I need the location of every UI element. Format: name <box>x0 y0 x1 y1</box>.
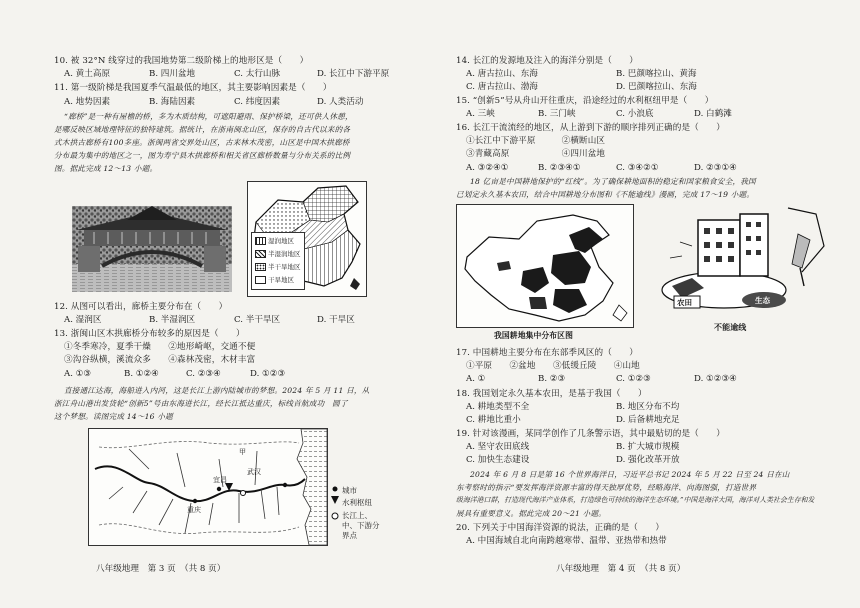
q13-statements: ①冬季寒冷，夏季干燥 ②地形崎岖，交通不便 <box>64 342 256 352</box>
q19-option-d[interactable]: D. 强化改革开放 <box>616 455 680 465</box>
q11-option-c[interactable]: C. 纬度因素 <box>234 97 281 107</box>
q13-option-b[interactable]: B. ①②④ <box>124 369 159 379</box>
legend-label: 干旱地区 <box>268 276 294 284</box>
q16-stem: 16. 长江干流流经的地区，从上游到下游的顺序排列正确的是（ ） <box>456 123 725 133</box>
q17-statements: ①平原 ②盆地 ③低缓丘陵 ④山地 <box>466 361 640 371</box>
q13-stem: 13. 浙闽山区木拱廊桥分布较多的原因是（ ） <box>54 329 245 339</box>
q13-option-a[interactable]: A. ①③ <box>64 369 92 379</box>
legend-label: 长江上、中、下游分界点 <box>342 511 380 540</box>
cartoon-tag-ecology: 生态 <box>755 296 770 305</box>
q20-stem: 20. 下列关于中国海洋资源的说法，正确的是（ ） <box>456 523 665 533</box>
legend-swatch <box>255 263 266 271</box>
q12-option-d[interactable]: D. 干旱区 <box>317 315 355 325</box>
passage1-line: 是哪反映区域地理特征的独特建筑。据统计，在浙南闽北山区，保存的自古代以来的各 <box>54 125 351 134</box>
passage1-line: 式木拱古廊桥有100多座。浙闽两省交界处山区，古来林木茂密，山区是中国木拱廊桥 <box>54 138 350 147</box>
passage4-line: 级海洋港口群，打造现代海洋产业体系，打造绿色可持续的海洋生态环境。”中国是海洋大国，海洋对人类社会生存和发 <box>456 496 815 504</box>
page-footer: 八年级地理 第 4 页 （共 8 页） <box>556 564 686 574</box>
cartoon-caption: 不能逾线 <box>714 322 747 332</box>
passage3-line: 已划定永久基本农田，结合中国耕地分布图和《不能逾线》漫画，完成 17～19 小题。 <box>456 190 755 199</box>
map-label-wuhan: 武汉 <box>247 468 261 476</box>
q17-option-c[interactable]: C. ①②③ <box>616 374 651 384</box>
legend-swatch <box>255 276 266 284</box>
q19-option-c[interactable]: C. 加快生态建设 <box>466 455 530 465</box>
china-humidity-map <box>247 181 367 297</box>
q14-option-c[interactable]: C. 唐古拉山、渤海 <box>466 82 538 92</box>
q10-option-b[interactable]: B. 四川盆地 <box>149 69 196 79</box>
q16-option-d[interactable]: D. ②③①④ <box>694 163 737 173</box>
q18-option-c[interactable]: C. 耕地比重小 <box>466 415 521 425</box>
yangtze-map-legend <box>330 484 400 544</box>
q11-option-b[interactable]: B. 海陆因素 <box>149 97 196 107</box>
passage4-line: 展具有重要意义。据此完成 20～21 小题。 <box>456 509 607 518</box>
legend-label: 湿润地区 <box>268 237 294 245</box>
q18-option-a[interactable]: A. 耕地类型不全 <box>466 402 530 412</box>
legend-label: 水利枢纽 <box>342 498 372 507</box>
q16-statements: ③青藏高原 ④四川盆地 <box>466 149 606 159</box>
q10-option-a[interactable]: A. 黄土高原 <box>64 69 111 79</box>
q14-option-a[interactable]: A. 唐古拉山、东海 <box>466 69 538 79</box>
q18-stem: 18. 我国划定永久基本农田，是基于我国（ ） <box>456 389 647 399</box>
q15-option-a[interactable]: A. 三峡 <box>466 109 495 119</box>
q13-option-d[interactable]: D. ①②③ <box>250 369 286 379</box>
cartoon-tag-farmland: 农田 <box>677 298 692 307</box>
passage1-line: 分布最为集中的地区之一，图为寿宁县木拱廊桥和相关省区廊桥数量与分布关系的比例 <box>54 151 351 160</box>
legend-label: 城市 <box>342 486 357 495</box>
q12-option-b[interactable]: B. 半湿润区 <box>149 315 196 325</box>
q19-option-b[interactable]: B. 扩大城市规模 <box>616 442 680 452</box>
q14-option-b[interactable]: B. 巴颜喀拉山、黄海 <box>616 69 697 79</box>
q11-stem: 11. 第一级阶梯是我国夏季气温最低的地区，其主要影响因素是（ ） <box>54 83 332 93</box>
q20-option-a[interactable]: A. 中国海域自北向南跨越寒带、温带、亚热带和热带 <box>466 536 667 546</box>
passage2-line: 直接通江达海，海船进入内河，这是长江上游内陆城市的梦想。2024 年 5 月 11 日，从 <box>64 386 370 395</box>
map-label-yichang: 宜昌 <box>213 476 227 484</box>
legend-swatch <box>255 250 266 258</box>
q16-option-a[interactable]: A. ③②④① <box>466 163 509 173</box>
q11-option-d[interactable]: D. 人类活动 <box>317 97 364 107</box>
q14-option-d[interactable]: D. 巴颜喀拉山、东海 <box>616 82 697 92</box>
passage2-line: 浙江舟山港出发货轮“创新5”号由东海进长江，经长江抵达重庆，标线首航成功 圆了 <box>54 399 348 408</box>
q15-option-d[interactable]: D. 白鹤滩 <box>694 109 732 119</box>
q12-stem: 12. 从图可以看出，廊桥主要分布在（ ） <box>54 302 228 312</box>
page-footer: 八年级地理 第 3 页 （共 8 页） <box>96 564 226 574</box>
q17-stem: 17. 中国耕地主要分布在东部季风区的（ ） <box>456 348 638 358</box>
q16-option-c[interactable]: C. ③④②① <box>616 163 659 173</box>
right-page <box>430 0 860 608</box>
q12-option-a[interactable]: A. 湿润区 <box>64 315 102 325</box>
q10-option-c[interactable]: C. 太行山脉 <box>234 69 281 79</box>
passage2-line: 这个梦想。读图完成 14～16 小题 <box>54 412 173 421</box>
legend-label: 半湿润地区 <box>268 250 301 258</box>
q17-option-b[interactable]: B. ②③ <box>538 374 566 384</box>
q16-statements: ①长江中下游平原 ②横断山区 <box>466 136 606 146</box>
farmland-distribution-map <box>456 204 634 328</box>
q18-option-d[interactable]: D. 后备耕地充足 <box>616 415 680 425</box>
passage4-line: 2024 年 6 月 8 日是第 16 个世界海洋日，习近平总书记 2024 年 5 月 22 日至 24 日在山 <box>470 470 790 479</box>
q10-stem: 10. 被 32°N 线穿过的我国地势第二级阶梯上的地形区是（ ） <box>54 56 309 66</box>
q16-option-b[interactable]: B. ②③④① <box>538 163 581 173</box>
q10-option-d[interactable]: D. 长江中下游平原 <box>317 69 390 79</box>
q15-option-b[interactable]: B. 三门峡 <box>538 109 576 119</box>
q19-stem: 19. 针对该漫画，某同学创作了几条警示语，其中最贴切的是（ ） <box>456 429 725 439</box>
legend-swatch <box>255 237 266 245</box>
yangtze-river-map <box>88 428 328 546</box>
q15-option-c[interactable]: C. 小浪底 <box>616 109 654 119</box>
q13-option-c[interactable]: C. ②③④ <box>186 369 221 379</box>
passage1-line: 图。据此完成 12～13 小题。 <box>54 164 158 173</box>
farmland-map-caption: 我国耕地集中分布区图 <box>494 331 573 340</box>
q14-stem: 14. 长江的发源地及注入的海洋分别是（ ） <box>456 56 638 66</box>
q15-stem: 15. “创新5”号从舟山开往重庆，沿途经过的水利枢纽甲是（ ） <box>456 96 714 106</box>
q18-option-b[interactable]: B. 地区分布不均 <box>616 402 680 412</box>
q11-option-a[interactable]: A. 地势因素 <box>64 97 111 107</box>
q13-statements: ③沟谷纵横，溪流众多 ④森林茂密，木材丰富 <box>64 355 256 365</box>
q17-option-a[interactable]: A. ① <box>466 374 486 384</box>
passage4-line: 东考察时的指示“要发挥海洋资源丰富的得天独厚优势，经略海洋、向海图强，打造世界 <box>456 483 757 492</box>
passage1-line: “廊桥”是一种有屋檐的桥，多为木质结构，可遮阳避雨、保护桥梁，还可供人休憩， <box>64 112 353 121</box>
map-legend <box>251 232 305 290</box>
q19-option-a[interactable]: A. 坚守农田底线 <box>466 442 530 452</box>
map-label-chongqing: 重庆 <box>187 506 201 514</box>
cartoon-illustration <box>652 206 828 318</box>
legend-label: 半干旱地区 <box>268 263 301 271</box>
q17-option-d[interactable]: D. ①②③④ <box>694 374 737 384</box>
map-label-jia: 甲 <box>239 448 246 456</box>
q12-option-c[interactable]: C. 半干旱区 <box>234 315 281 325</box>
passage3-line: 18 亿亩是中国耕地保护的“红线”。为了确保耕地面积的稳定和国家粮食安全，我国 <box>470 177 756 186</box>
covered-bridge-photo <box>72 206 232 292</box>
